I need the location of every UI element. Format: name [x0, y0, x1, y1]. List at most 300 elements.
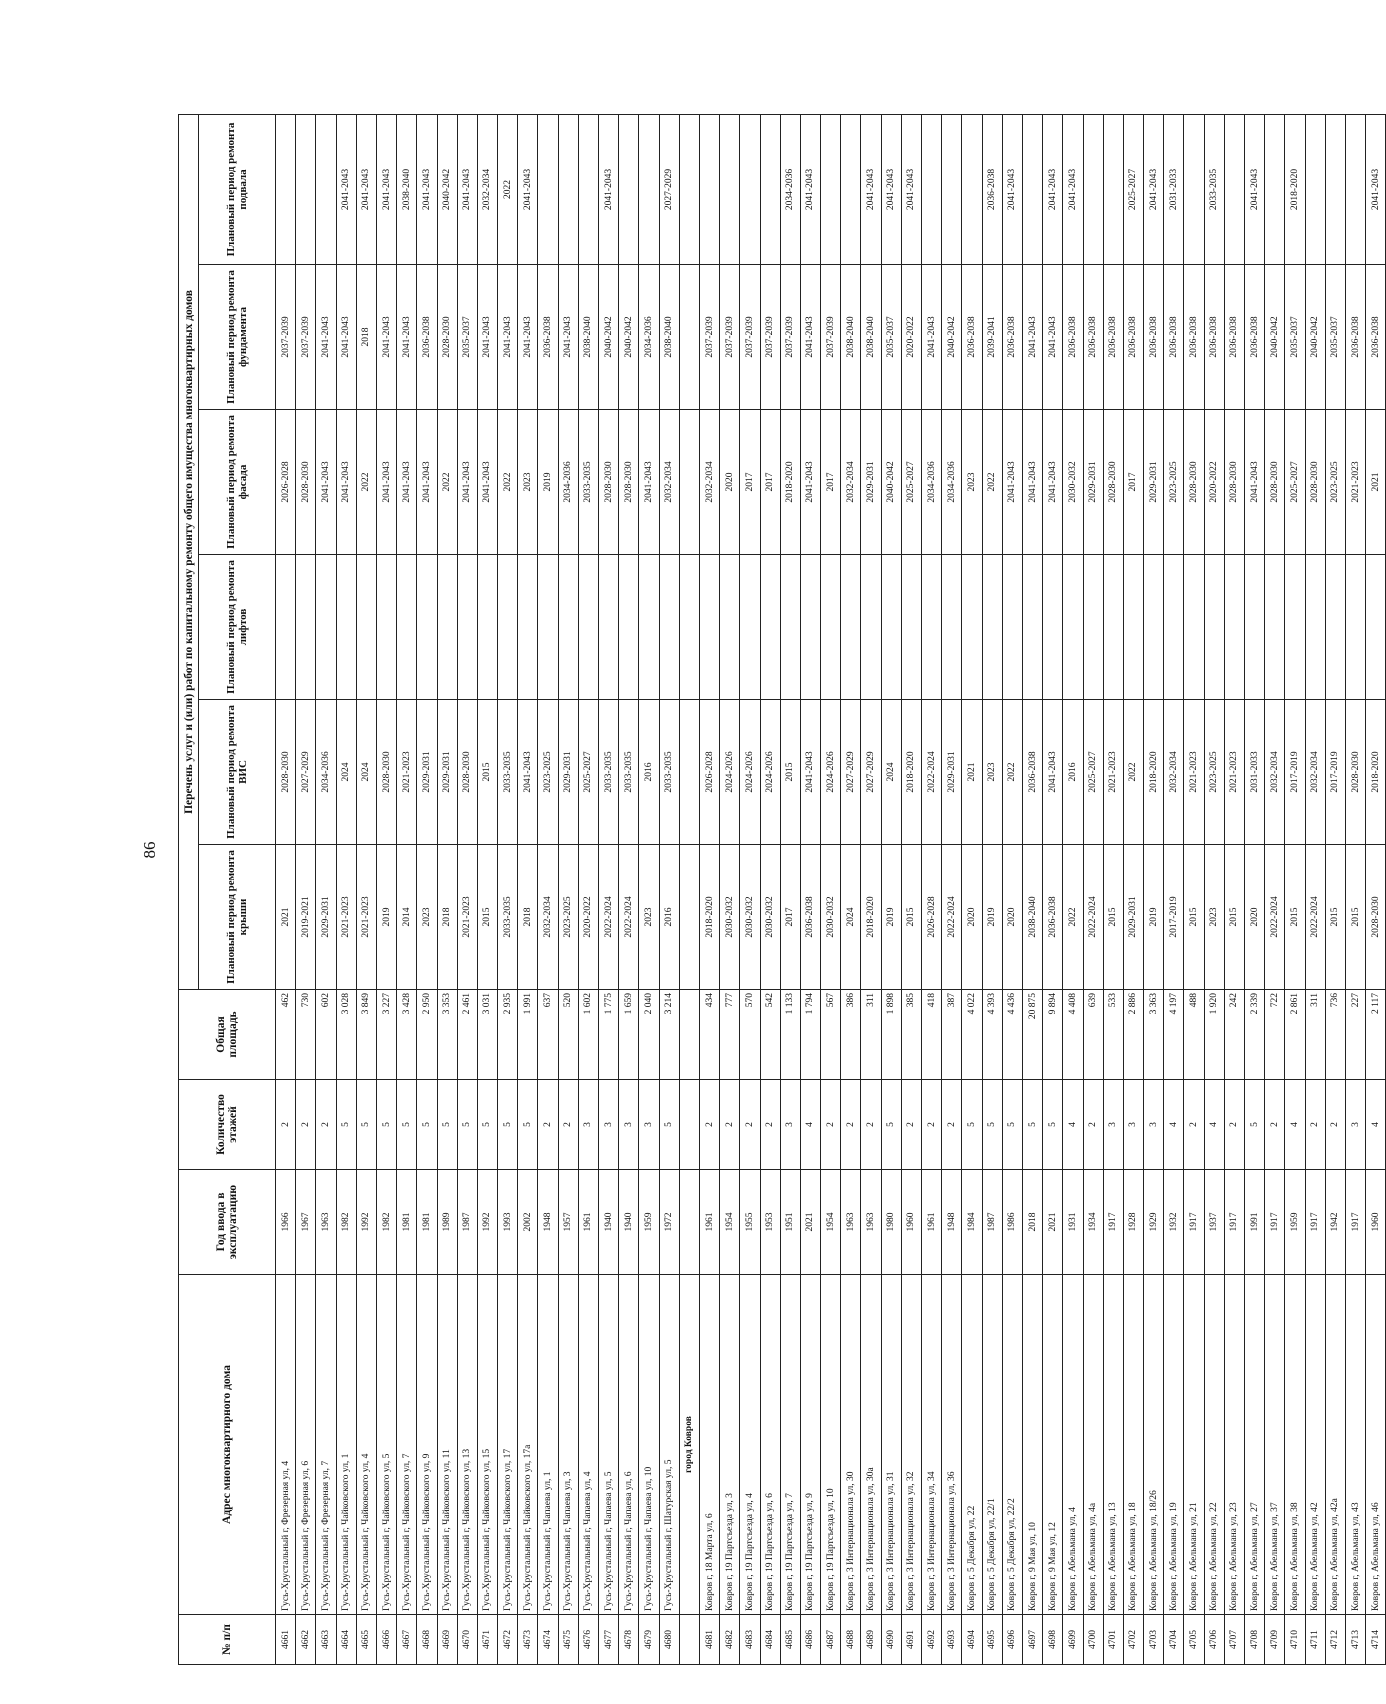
- cell-floors: 5: [336, 1080, 356, 1170]
- cell-num: 4677: [599, 1615, 619, 1665]
- table-row: [982, 114, 1002, 1664]
- cell-area: 533: [1103, 990, 1123, 1080]
- cell-basement: 2032-2034: [477, 114, 497, 264]
- cell-facade: 2025-2027: [901, 410, 921, 555]
- cell-basement: [1305, 114, 1325, 264]
- cell-floors: 4: [1204, 1080, 1224, 1170]
- cell-year: 1948: [942, 1170, 962, 1275]
- cell-vis: 2032-2034: [1265, 700, 1285, 845]
- cell-area: 4 436: [1002, 990, 1022, 1080]
- cell-floors: 3: [1144, 1080, 1164, 1170]
- cell-facade: 2028-2030: [599, 410, 619, 555]
- cell-year: 1980: [881, 1170, 901, 1275]
- cell-vis: 2028-2030: [376, 700, 396, 845]
- cell-facade: 2023: [518, 410, 538, 555]
- cell-address: Гусь-Хрустальный г, Чапаева ул, 6: [619, 1275, 639, 1615]
- cell-area: 1 898: [881, 990, 901, 1080]
- cell-address: Ковров г, Абельмана ул, 46: [1366, 1275, 1386, 1615]
- cell-facade: 2041-2043: [800, 410, 820, 555]
- cell-address: Ковров г, Абельмана ул, 38: [1285, 1275, 1305, 1615]
- cell-address: Гусь-Хрустальный г, Чайковского ул, 15: [477, 1275, 497, 1615]
- header-area: Общая площадь: [179, 990, 276, 1080]
- table-row: [1063, 114, 1083, 1664]
- cell-roof: 2014: [397, 845, 417, 990]
- cell-basement: [922, 114, 942, 264]
- cell-vis: 2026-2028: [699, 700, 719, 845]
- cell-floors: 2: [296, 1080, 316, 1170]
- cell-facade: 2041-2043: [1245, 410, 1265, 555]
- cell-roof: 2036-2038: [800, 845, 820, 990]
- cell-floors: 2: [558, 1080, 578, 1170]
- cell-facade: 2041-2043: [1022, 410, 1042, 555]
- cell-area: 4 022: [962, 990, 982, 1080]
- cell-roof: 2016: [659, 845, 679, 990]
- cell-roof: 2015: [1345, 845, 1365, 990]
- table-cell: [679, 1170, 699, 1275]
- cell-lift: [1002, 555, 1022, 700]
- cell-num: 4691: [901, 1615, 921, 1665]
- cell-num: 4666: [376, 1615, 396, 1665]
- cell-roof: 2019: [376, 845, 396, 990]
- cell-roof: 2023: [1204, 845, 1224, 990]
- cell-address: Ковров г, Абельмана ул, 4а: [1083, 1275, 1103, 1615]
- cell-found: 2041-2043: [1043, 265, 1063, 410]
- table-row: [477, 114, 497, 1664]
- cell-facade: 2017: [760, 410, 780, 555]
- cell-year: 1960: [1366, 1170, 1386, 1275]
- header-basement: Плановый период ремонта подвала: [199, 114, 276, 264]
- cell-num: 4693: [942, 1615, 962, 1665]
- cell-basement: [1184, 114, 1204, 264]
- table-row: [720, 114, 740, 1664]
- cell-found: 2035-2037: [881, 265, 901, 410]
- table-row: [336, 114, 356, 1664]
- cell-area: 1 602: [578, 990, 598, 1080]
- cell-address: Гусь-Хрустальный г, Фрезерная ул, 4: [276, 1275, 296, 1615]
- cell-year: 1992: [477, 1170, 497, 1275]
- cell-num: 4663: [316, 1615, 336, 1665]
- cell-area: 20 875: [1022, 990, 1042, 1080]
- cell-floors: 2: [740, 1080, 760, 1170]
- table-row: [558, 114, 578, 1664]
- cell-facade: 2030-2032: [1063, 410, 1083, 555]
- cell-lift: [1285, 555, 1305, 700]
- cell-floors: 2: [901, 1080, 921, 1170]
- cell-num: 4674: [538, 1615, 558, 1665]
- table-row: [397, 114, 417, 1664]
- cell-vis: 2029-2031: [942, 700, 962, 845]
- cell-vis: 2021: [962, 700, 982, 845]
- cell-num: 4679: [639, 1615, 659, 1665]
- city-group-row: [679, 114, 699, 1664]
- cell-year: 1959: [1285, 1170, 1305, 1275]
- cell-found: 2041-2043: [800, 265, 820, 410]
- cell-floors: 5: [498, 1080, 518, 1170]
- cell-basement: 2022: [498, 114, 518, 264]
- cell-facade: 2025-2027: [1285, 410, 1305, 555]
- cell-floors: 2: [1184, 1080, 1204, 1170]
- cell-basement: 2041-2043: [1043, 114, 1063, 264]
- cell-year: 1966: [276, 1170, 296, 1275]
- cell-basement: 2041-2043: [518, 114, 538, 264]
- cell-area: 1 920: [1204, 990, 1224, 1080]
- cell-roof: 2024: [841, 845, 861, 990]
- table-row: [1366, 114, 1386, 1664]
- table-cell: [679, 114, 699, 264]
- cell-found: 2037-2039: [760, 265, 780, 410]
- cell-lift: [276, 555, 296, 700]
- cell-year: 1929: [1144, 1170, 1164, 1275]
- cell-found: 2037-2039: [720, 265, 740, 410]
- cell-facade: 2028-2030: [1265, 410, 1285, 555]
- cell-facade: 2017: [1123, 410, 1143, 555]
- table-row: [699, 114, 719, 1664]
- cell-found: 2038-2040: [861, 265, 881, 410]
- cell-lift: [881, 555, 901, 700]
- cell-floors: 3: [780, 1080, 800, 1170]
- cell-found: 2036-2038: [1204, 265, 1224, 410]
- cell-num: 4685: [780, 1615, 800, 1665]
- cell-found: 2041-2043: [518, 265, 538, 410]
- cell-found: 2036-2038: [538, 265, 558, 410]
- cell-floors: 2: [821, 1080, 841, 1170]
- cell-facade: 2020-2022: [1204, 410, 1224, 555]
- cell-facade: 2028-2030: [619, 410, 639, 555]
- cell-vis: 2025-2027: [578, 700, 598, 845]
- cell-lift: [901, 555, 921, 700]
- table-row: [922, 114, 942, 1664]
- cell-basement: [740, 114, 760, 264]
- cell-num: 4711: [1305, 1615, 1325, 1665]
- cell-roof: 2018-2020: [699, 845, 719, 990]
- cell-year: 1917: [1103, 1170, 1123, 1275]
- cell-basement: [1224, 114, 1244, 264]
- cell-floors: 2: [720, 1080, 740, 1170]
- cell-roof: 2015: [1325, 845, 1345, 990]
- cell-roof: 2022-2024: [619, 845, 639, 990]
- cell-roof: 2015: [1103, 845, 1123, 990]
- table-row: [942, 114, 962, 1664]
- table-cell: [679, 265, 699, 410]
- table-cell: [679, 410, 699, 555]
- cell-address: Гусь-Хрустальный г, Фрезерная ул, 7: [316, 1275, 336, 1615]
- cell-basement: [276, 114, 296, 264]
- cell-found: 2039-2041: [982, 265, 1002, 410]
- header-group: Перечень услуг и (или) работ по капитальному ремонту общего имущества многоквартирных домов: [179, 114, 199, 989]
- cell-floors: 5: [659, 1080, 679, 1170]
- cell-address: Ковров г, 19 Партсъезда ул, 6: [760, 1275, 780, 1615]
- cell-vis: 2032-2034: [1164, 700, 1184, 845]
- cell-lift: [1103, 555, 1123, 700]
- cell-area: 4 393: [982, 990, 1002, 1080]
- cell-vis: 2017-2019: [1285, 700, 1305, 845]
- table-row: [356, 114, 376, 1664]
- cell-floors: 3: [578, 1080, 598, 1170]
- cell-vis: 2024: [336, 700, 356, 845]
- cell-found: 2041-2043: [477, 265, 497, 410]
- cell-lift: [599, 555, 619, 700]
- table-row: [962, 114, 982, 1664]
- table-row: [740, 114, 760, 1664]
- cell-year: 1917: [1305, 1170, 1325, 1275]
- cell-basement: 2041-2043: [599, 114, 619, 264]
- table-row: [376, 114, 396, 1664]
- cell-lift: [336, 555, 356, 700]
- cell-num: 4707: [1224, 1615, 1244, 1665]
- cell-address: Ковров г, 5 Декабря ул, 22/1: [982, 1275, 1002, 1615]
- cell-floors: 2: [1325, 1080, 1345, 1170]
- cell-facade: 2022: [498, 410, 518, 555]
- table-row: [1043, 114, 1063, 1664]
- cell-address: Гусь-Хрустальный г, Шатурская ул, 5: [659, 1275, 679, 1615]
- cell-basement: 2041-2043: [356, 114, 376, 264]
- cell-facade: 2041-2043: [1002, 410, 1022, 555]
- cell-basement: [821, 114, 841, 264]
- cell-floors: 2: [1224, 1080, 1244, 1170]
- cell-found: 2036-2038: [962, 265, 982, 410]
- cell-lift: [356, 555, 376, 700]
- cell-roof: 2018-2020: [861, 845, 881, 990]
- cell-num: 4669: [437, 1615, 457, 1665]
- cell-floors: 5: [397, 1080, 417, 1170]
- cell-year: 1984: [962, 1170, 982, 1275]
- cell-roof: 2029-2031: [316, 845, 336, 990]
- cell-basement: [841, 114, 861, 264]
- cell-found: 2040-2042: [942, 265, 962, 410]
- table-row: [1245, 114, 1265, 1664]
- cell-year: 1981: [417, 1170, 437, 1275]
- cell-area: 434: [699, 990, 719, 1080]
- cell-roof: 2030-2032: [740, 845, 760, 990]
- cell-vis: 2029-2031: [437, 700, 457, 845]
- table-row: [639, 114, 659, 1664]
- cell-basement: 2041-2043: [861, 114, 881, 264]
- cell-basement: 2041-2043: [376, 114, 396, 264]
- cell-roof: 2020: [1245, 845, 1265, 990]
- cell-address: Ковров г, Абельмана ул, 19: [1164, 1275, 1184, 1615]
- cell-roof: 2029-2031: [1123, 845, 1143, 990]
- cell-address: Ковров г, 19 Партсъезда ул, 9: [800, 1275, 820, 1615]
- cell-vis: 2024-2026: [821, 700, 841, 845]
- cell-basement: [699, 114, 719, 264]
- table-row: [881, 114, 901, 1664]
- cell-year: 1993: [498, 1170, 518, 1275]
- cell-vis: 2028-2030: [457, 700, 477, 845]
- table-row: [1083, 114, 1103, 1664]
- cell-address: Ковров г, Абельмана ул, 18: [1123, 1275, 1143, 1615]
- cell-vis: 2027-2029: [861, 700, 881, 845]
- cell-num: 4681: [699, 1615, 719, 1665]
- cell-basement: 2034-2036: [780, 114, 800, 264]
- cell-facade: 2017: [740, 410, 760, 555]
- cell-floors: 2: [922, 1080, 942, 1170]
- cell-year: 1948: [538, 1170, 558, 1275]
- cell-floors: 5: [1245, 1080, 1265, 1170]
- cell-floors: 2: [1083, 1080, 1103, 1170]
- cell-lift: [1245, 555, 1265, 700]
- table-row: [1184, 114, 1204, 1664]
- cell-lift: [942, 555, 962, 700]
- cell-found: 2040-2042: [619, 265, 639, 410]
- cell-found: 2036-2038: [1123, 265, 1143, 410]
- cell-year: 1967: [296, 1170, 316, 1275]
- cell-address: Ковров г, 3 Интернационала ул, 31: [881, 1275, 901, 1615]
- cell-floors: 2: [861, 1080, 881, 1170]
- cell-basement: [962, 114, 982, 264]
- cell-lift: [760, 555, 780, 700]
- cell-year: 1928: [1123, 1170, 1143, 1275]
- cell-num: 4700: [1083, 1615, 1103, 1665]
- cell-basement: [942, 114, 962, 264]
- cell-roof: 2023: [417, 845, 437, 990]
- cell-floors: 3: [619, 1080, 639, 1170]
- cell-area: 3 227: [376, 990, 396, 1080]
- cell-year: 2002: [518, 1170, 538, 1275]
- table-row: [457, 114, 477, 1664]
- cell-floors: 5: [962, 1080, 982, 1170]
- header-year: Год ввода в эксплуатацию: [179, 1170, 276, 1275]
- cell-vis: 2031-2033: [1245, 700, 1265, 845]
- cell-roof: 2019: [881, 845, 901, 990]
- cell-facade: 2023-2025: [1164, 410, 1184, 555]
- cell-lift: [699, 555, 719, 700]
- cell-lift: [821, 555, 841, 700]
- cell-floors: 5: [437, 1080, 457, 1170]
- table-row: [800, 114, 820, 1664]
- cell-year: 1954: [720, 1170, 740, 1275]
- cell-found: 2018: [356, 265, 376, 410]
- cell-num: 4710: [1285, 1615, 1305, 1665]
- header-lift: Плановый период ремонта лифтов: [199, 555, 276, 700]
- cell-basement: 2041-2043: [901, 114, 921, 264]
- cell-area: 602: [316, 990, 336, 1080]
- cell-basement: 2031-2033: [1164, 114, 1184, 264]
- cell-address: Гусь-Хрустальный г, Чайковского ул, 17а: [518, 1275, 538, 1615]
- cell-lift: [659, 555, 679, 700]
- cell-floors: 2: [1305, 1080, 1325, 1170]
- cell-lift: [1325, 555, 1345, 700]
- cell-basement: 2027-2029: [659, 114, 679, 264]
- cell-year: 1942: [1325, 1170, 1345, 1275]
- cell-address: Гусь-Хрустальный г, Чапаева ул, 3: [558, 1275, 578, 1615]
- cell-year: 1940: [599, 1170, 619, 1275]
- cell-vis: 2025-2027: [1083, 700, 1103, 845]
- cell-address: Ковров г, 9 Мая ул, 10: [1022, 1275, 1042, 1615]
- cell-lift: [619, 555, 639, 700]
- cell-floors: 5: [417, 1080, 437, 1170]
- cell-area: 542: [760, 990, 780, 1080]
- table-row: [296, 114, 316, 1664]
- cell-basement: [619, 114, 639, 264]
- cell-floors: 2: [942, 1080, 962, 1170]
- cell-address: Ковров г, 19 Партсъезда ул, 4: [740, 1275, 760, 1615]
- cell-facade: 2041-2043: [376, 410, 396, 555]
- cell-vis: 2023: [982, 700, 1002, 845]
- cell-num: 4688: [841, 1615, 861, 1665]
- cell-year: 1917: [1184, 1170, 1204, 1275]
- cell-found: 2036-2038: [1063, 265, 1083, 410]
- cell-year: 1957: [558, 1170, 578, 1275]
- cell-num: 4701: [1103, 1615, 1123, 1665]
- cell-address: Ковров г, Абельмана ул, 23: [1224, 1275, 1244, 1615]
- cell-address: Гусь-Хрустальный г, Чапаева ул, 1: [538, 1275, 558, 1615]
- cell-roof: 2020: [1002, 845, 1022, 990]
- cell-lift: [740, 555, 760, 700]
- cell-year: 1937: [1204, 1170, 1224, 1275]
- cell-address: Ковров г, Абельмана ул, 27: [1245, 1275, 1265, 1615]
- cell-area: 387: [942, 990, 962, 1080]
- cell-roof: 2022-2024: [1305, 845, 1325, 990]
- cell-found: 2020-2022: [901, 265, 921, 410]
- cell-address: Ковров г, 3 Интернационала ул, 30: [841, 1275, 861, 1615]
- city-name: город Ковров: [679, 1275, 699, 1615]
- cell-found: 2040-2042: [1265, 265, 1285, 410]
- cell-roof: 2021-2023: [336, 845, 356, 990]
- cell-found: 2041-2043: [316, 265, 336, 410]
- cell-found: 2038-2040: [578, 265, 598, 410]
- cell-basement: [1345, 114, 1365, 264]
- cell-facade: 2041-2043: [417, 410, 437, 555]
- cell-address: Ковров г, 3 Интернационала ул, 36: [942, 1275, 962, 1615]
- cell-area: 2 461: [457, 990, 477, 1080]
- cell-lift: [1043, 555, 1063, 700]
- table-row: [901, 114, 921, 1664]
- cell-found: 2041-2043: [558, 265, 578, 410]
- cell-area: 386: [841, 990, 861, 1080]
- cell-num: 4697: [1022, 1615, 1042, 1665]
- table-row: [578, 114, 598, 1664]
- cell-facade: 2041-2043: [316, 410, 336, 555]
- cell-address: Ковров г, Абельмана ул, 43: [1345, 1275, 1365, 1615]
- cell-found: 2036-2038: [1164, 265, 1184, 410]
- cell-address: Ковров г, 19 Партсъезда ул, 3: [720, 1275, 740, 1615]
- cell-year: 2021: [1043, 1170, 1063, 1275]
- cell-year: 1991: [1245, 1170, 1265, 1275]
- table-body: [276, 114, 1386, 1664]
- cell-floors: 3: [639, 1080, 659, 1170]
- cell-year: 2018: [1022, 1170, 1042, 1275]
- cell-address: Ковров г, 5 Декабря ул, 22: [962, 1275, 982, 1615]
- cell-roof: 2018: [437, 845, 457, 990]
- cell-year: 1981: [397, 1170, 417, 1275]
- cell-area: 1 659: [619, 990, 639, 1080]
- cell-basement: [760, 114, 780, 264]
- cell-facade: 2041-2043: [336, 410, 356, 555]
- cell-basement: [538, 114, 558, 264]
- cell-roof: 2019: [1144, 845, 1164, 990]
- cell-basement: 2041-2043: [1366, 114, 1386, 264]
- cell-lift: [417, 555, 437, 700]
- cell-address: Ковров г, Абельмана ул, 22: [1204, 1275, 1224, 1615]
- cell-basement: [1083, 114, 1103, 264]
- cell-area: 227: [1345, 990, 1365, 1080]
- cell-num: 4672: [498, 1615, 518, 1665]
- cell-year: 1972: [659, 1170, 679, 1275]
- cell-address: Гусь-Хрустальный г, Чайковского ул, 4: [356, 1275, 376, 1615]
- cell-facade: 2041-2043: [477, 410, 497, 555]
- cell-found: 2034-2036: [639, 265, 659, 410]
- cell-basement: [1265, 114, 1285, 264]
- cell-floors: 2: [538, 1080, 558, 1170]
- cell-floors: 5: [1043, 1080, 1063, 1170]
- table-cell: [679, 555, 699, 700]
- cell-vis: 2033-2035: [619, 700, 639, 845]
- cell-num: 4694: [962, 1615, 982, 1665]
- cell-found: 2038-2040: [841, 265, 861, 410]
- cell-floors: 4: [1285, 1080, 1305, 1170]
- header-foundation: Плановый период ремонта фундамента: [199, 265, 276, 410]
- cell-roof: 2017: [780, 845, 800, 990]
